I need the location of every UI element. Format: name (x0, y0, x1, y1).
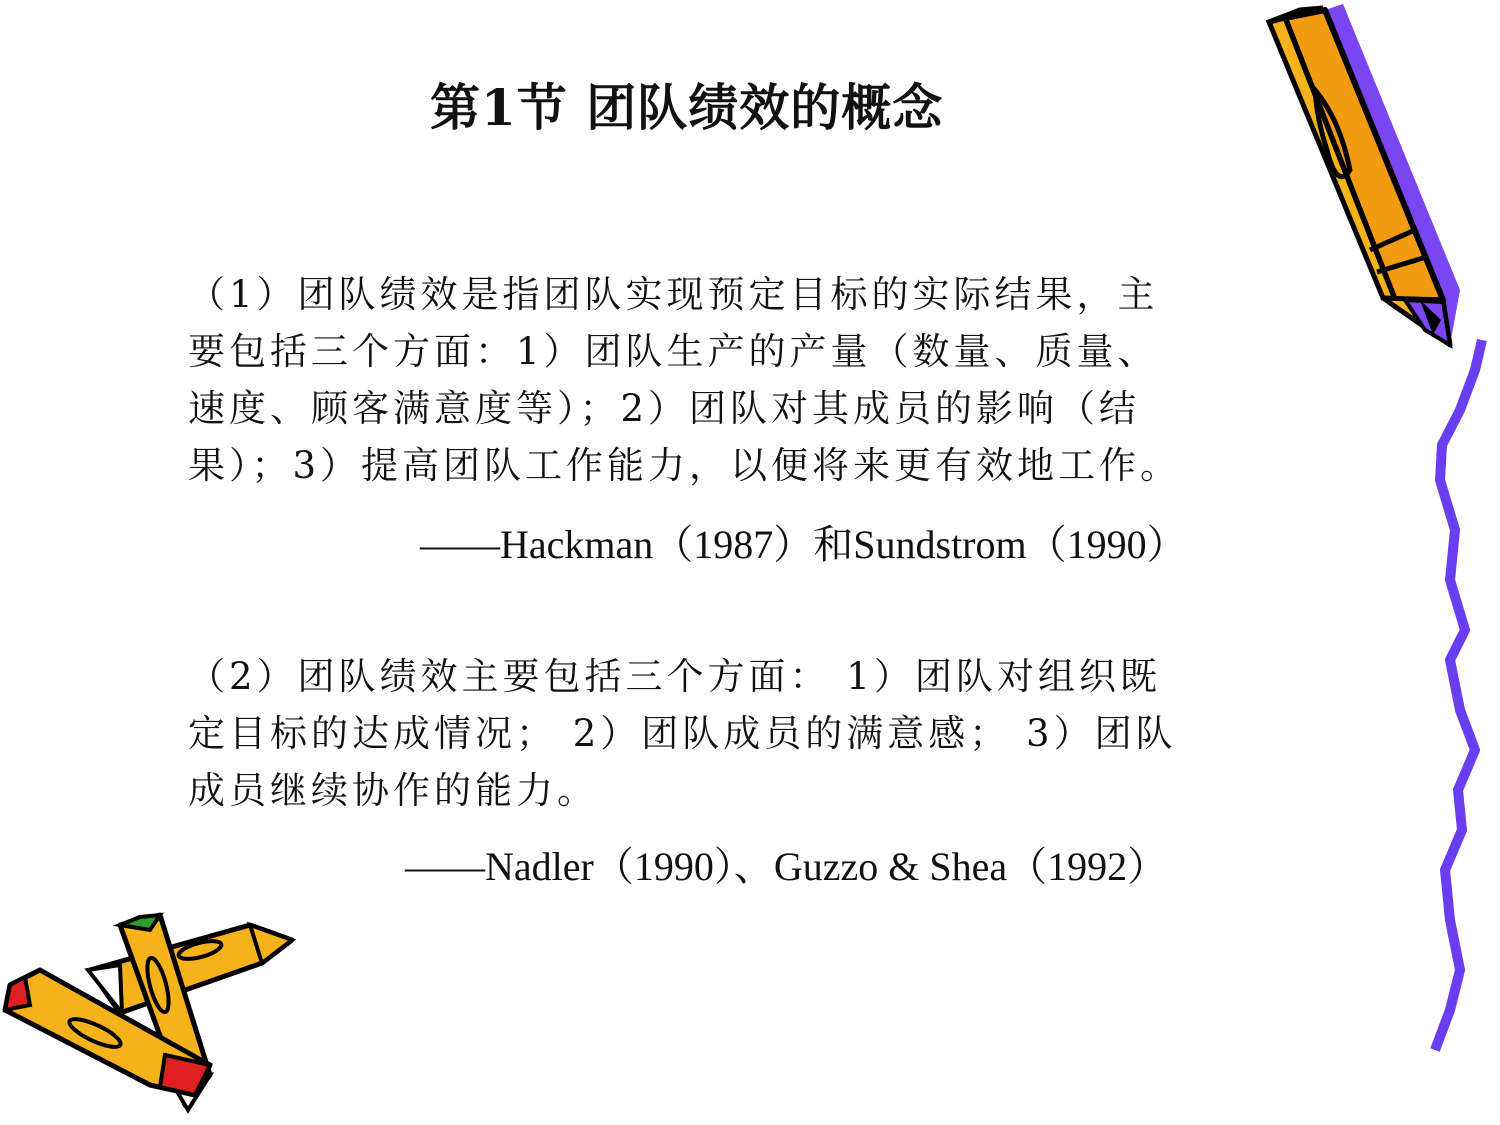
slide-title: 第1节 团队绩效的概念 (430, 78, 944, 137)
squiggle-border-icon (1420, 330, 1500, 1060)
definition-1-line: 果）；3）提高团队工作能力，以便将来更有效地工作。 (188, 444, 1182, 487)
definition-2-line: 定目标的达成情况； 2）团队成员的满意感； 3）团队 (188, 712, 1177, 755)
pencil-icon (1255, 0, 1475, 360)
definition-2-line: （2）团队绩效主要包括三个方面： 1）团队对组织既 (188, 655, 1161, 698)
citation-2: ——Nadler（1990）、Guzzo & Shea（1992） (405, 844, 1168, 889)
definition-1-line: （1）团队绩效是指团队实现预定目标的实际结果，主 (188, 273, 1159, 316)
definition-1-line: 速度、顾客满意度等）；2）团队对其成员的影响（结 (188, 387, 1141, 430)
crossed-pencils-icon (0, 905, 300, 1115)
definition-1-line: 要包括三个方面：1）团队生产的产量（数量、质量、 (188, 330, 1159, 373)
definition-2 (188, 648, 1388, 819)
citation-1: ——Hackman（1987）和Sundstrom（1990） (420, 522, 1187, 567)
definition-2-line: 成员继续协作的能力。 (188, 769, 598, 812)
definition-1 (188, 266, 1388, 494)
